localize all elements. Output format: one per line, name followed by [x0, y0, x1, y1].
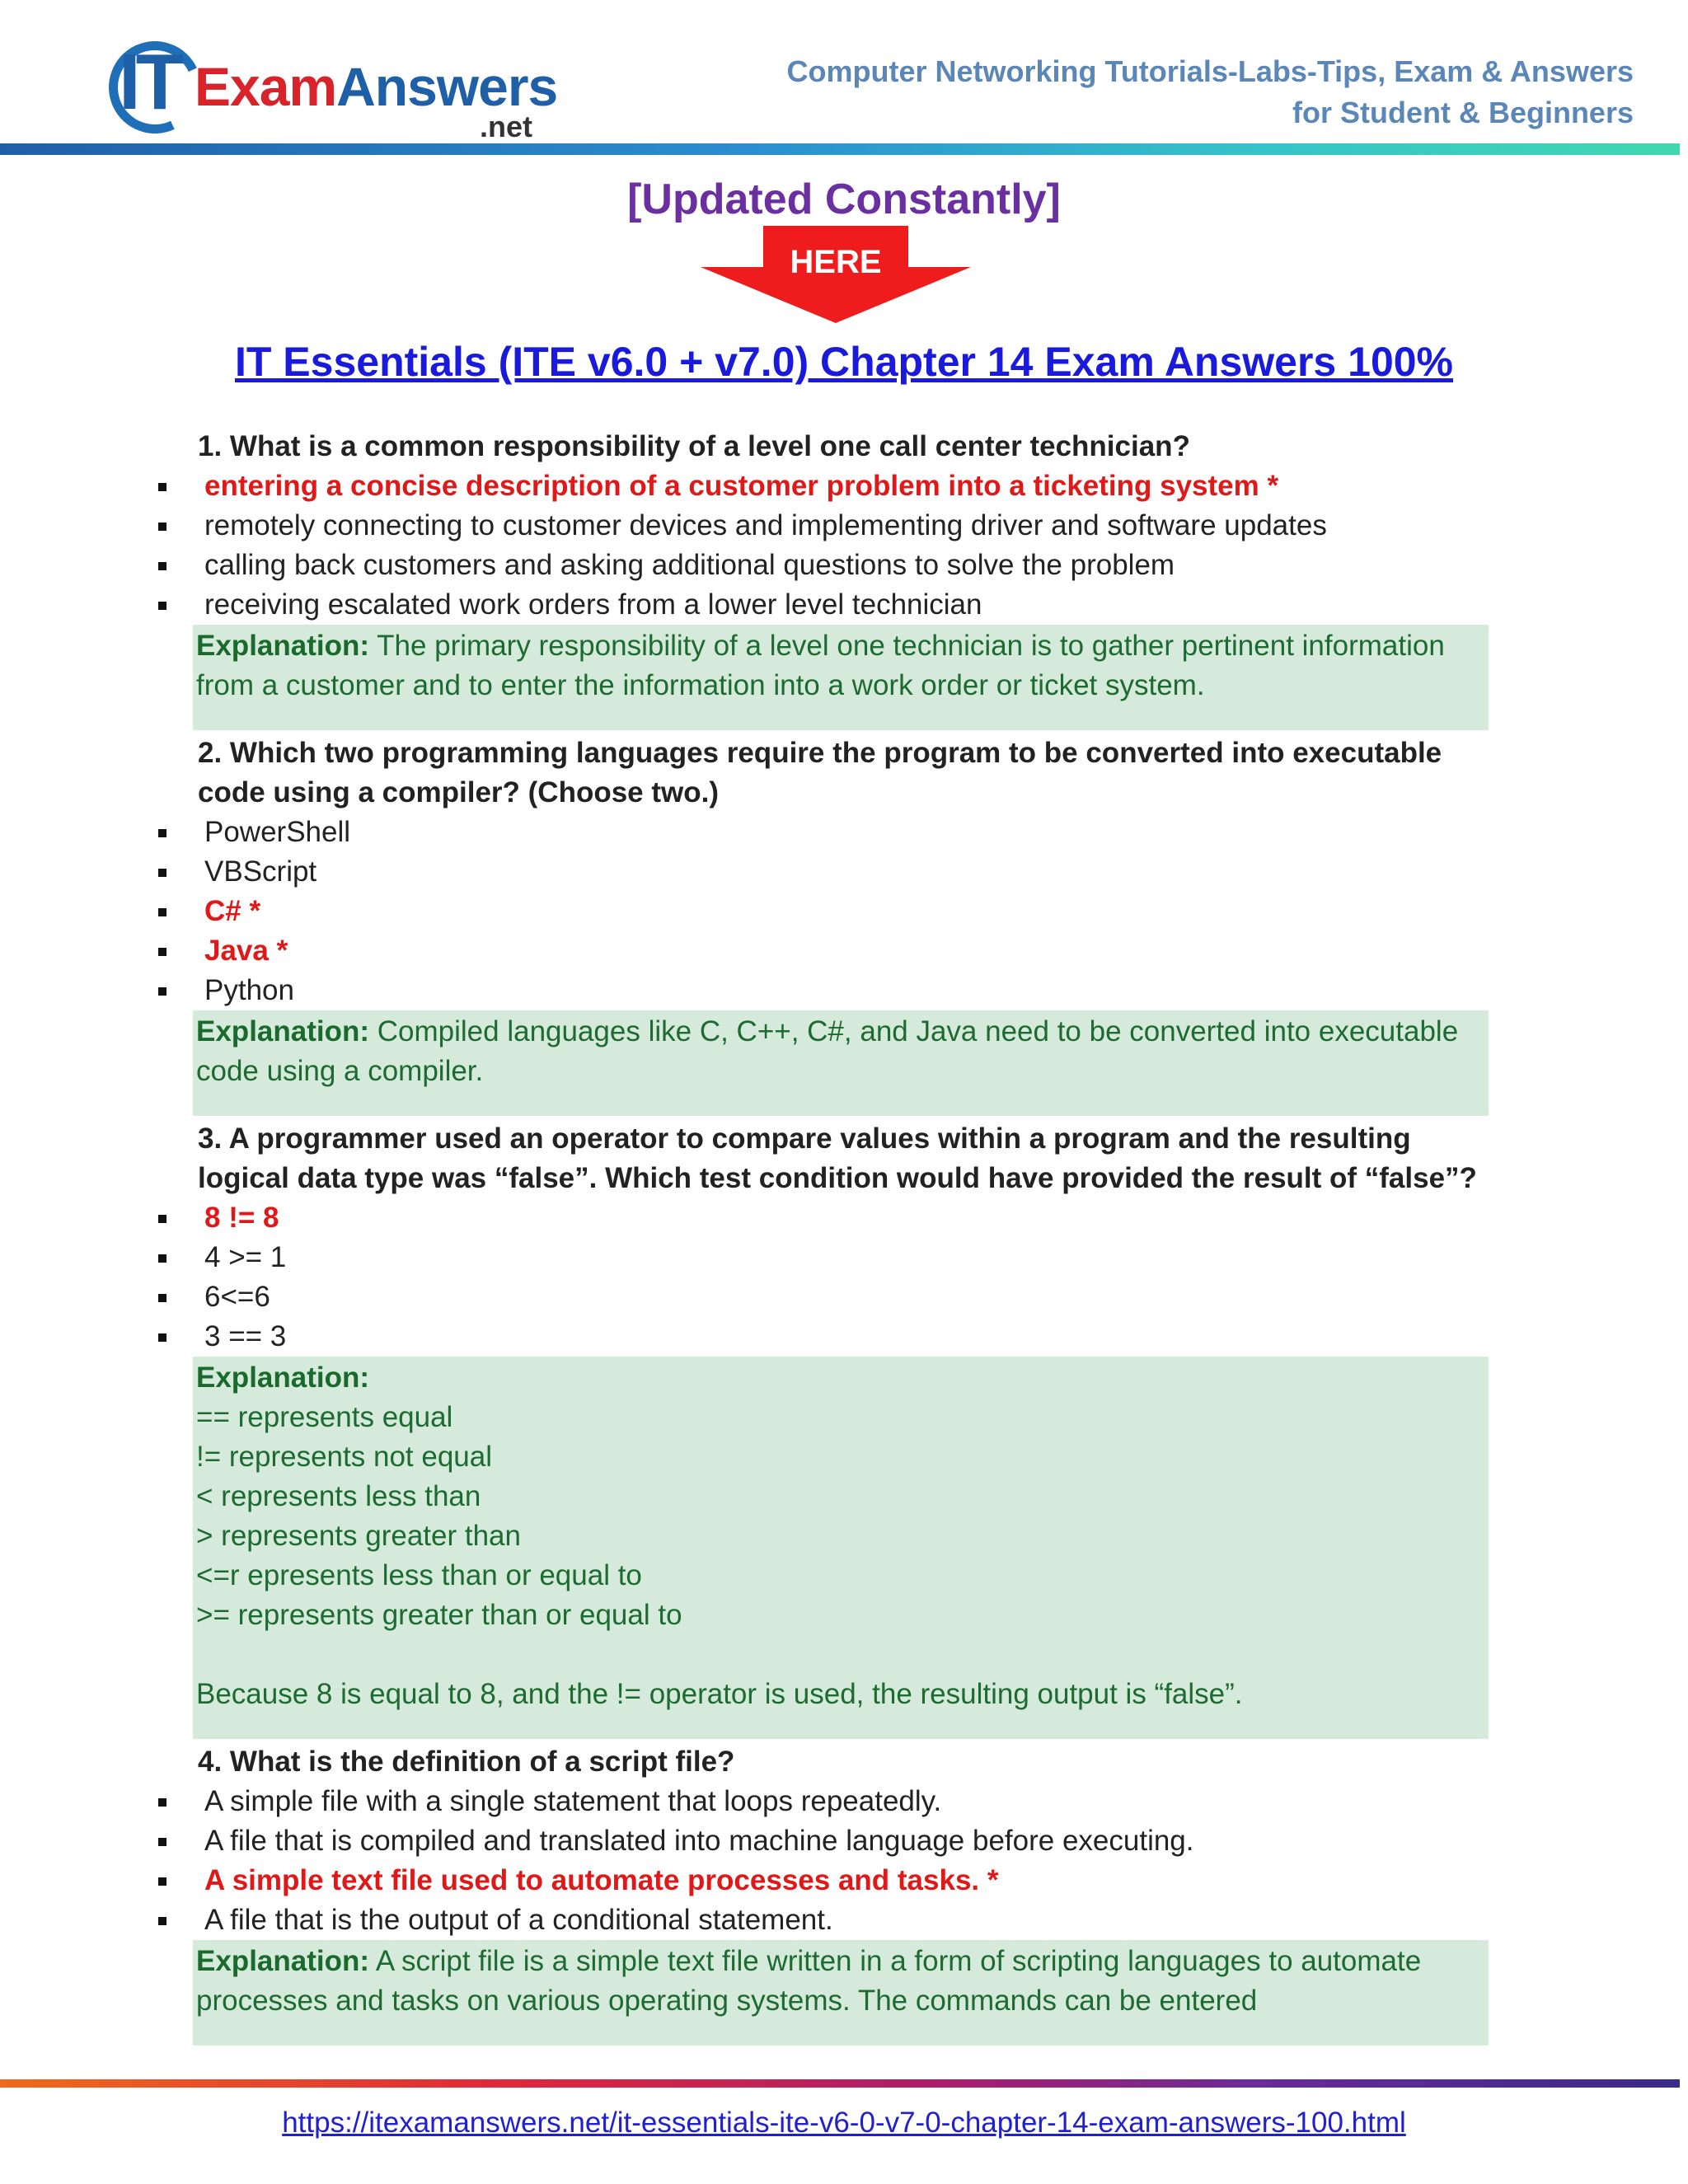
site-tagline: [786, 51, 1634, 134]
site-header: [0, 0, 1688, 157]
square-bullet-icon: [158, 1798, 166, 1807]
logo-it: IT: [119, 38, 180, 126]
square-bullet-icon: [158, 908, 166, 916]
explanation-box: [193, 1940, 1489, 2046]
answer-option-text: VBScript: [204, 855, 317, 888]
question-block: [198, 427, 1492, 730]
explanation-text: A script file is a simple text file written in a form of scripting languages to automate processes and tasks on various operating systems. The commands can be entered: [196, 1945, 1422, 2017]
question-block: [198, 1119, 1492, 1739]
square-bullet-icon: [158, 1917, 166, 1925]
tagline-line-1: Computer Networking Tutorials-Labs-Tips, Exam & Answers: [786, 54, 1634, 88]
answer-options: [198, 1198, 1492, 1357]
explanation-text: Compiled languages like C, C++, C#, and Java need to be converted into executable code using a compiler.: [196, 1015, 1459, 1087]
answer-option: [198, 813, 1492, 852]
square-bullet-icon: [158, 523, 166, 531]
explanation-line: == represents equal: [196, 1401, 453, 1433]
square-bullet-icon: [158, 869, 166, 877]
logo-examanswers: [195, 56, 558, 117]
square-bullet-icon: [158, 948, 166, 956]
answer-option-correct: [198, 466, 1492, 506]
answer-option-text: A file that is compiled and translated into machine language before executing.: [204, 1825, 1194, 1857]
explanation-line: >= represents greater than or equal to: [196, 1599, 682, 1631]
question-block: [198, 733, 1492, 1116]
answer-option-correct: [198, 931, 1492, 971]
answer-option: [198, 971, 1492, 1010]
explanation-line: Because 8 is equal to 8, and the != operator is used, the resulting output is “false”.: [196, 1678, 1243, 1710]
square-bullet-icon: [158, 1333, 166, 1342]
header-divider: [0, 143, 1680, 155]
answer-option: [198, 1782, 1492, 1821]
square-bullet-icon: [158, 829, 166, 837]
answer-option: [198, 1900, 1492, 1940]
answer-option: [198, 546, 1492, 585]
square-bullet-icon: [158, 483, 166, 491]
square-bullet-icon: [158, 1254, 166, 1263]
square-bullet-icon: [158, 602, 166, 610]
explanation-text: The primary responsibility of a level one technician is to gather pertinent information from a customer and to enter the information into a work order or ticket system.: [196, 630, 1445, 701]
explanation-line: > represents greater than: [196, 1520, 521, 1552]
answer-option-text: 8 != 8: [204, 1202, 279, 1234]
explanation-line: <=r epresents less than or equal to: [196, 1559, 642, 1591]
logo-answers-text: Answers: [336, 56, 558, 117]
explanation-line: != represents not equal: [196, 1441, 492, 1473]
answer-option-text: calling back customers and asking additional questions to solve the problem: [204, 549, 1175, 581]
explanation-box: [193, 1357, 1489, 1739]
answer-option-text: 4 >= 1: [204, 1241, 287, 1273]
answer-option-text: Java *: [204, 935, 288, 967]
answer-option-text: A file that is the output of a conditional statement.: [204, 1904, 833, 1936]
answer-option-text: C# *: [204, 895, 261, 927]
question-text: 2. Which two programming languages require the program to be converted into executable code using a compiler? (Choose two.): [198, 737, 1442, 808]
explanation-line: < represents less than: [196, 1480, 481, 1512]
explanation-label: Explanation:: [196, 1015, 370, 1047]
square-bullet-icon: [158, 562, 166, 570]
explanation-box: [193, 1010, 1489, 1116]
answer-option-text: Python: [204, 974, 294, 1006]
answer-option-correct: [198, 892, 1492, 931]
answer-option-text: entering a concise description of a customer problem into a ticketing system *: [204, 470, 1279, 502]
question-text: 4. What is the definition of a script file?: [198, 1746, 735, 1778]
logo-exam-text: Exam: [195, 56, 337, 117]
answer-option-text: A simple text file used to automate processes and tasks. *: [204, 1864, 999, 1896]
answer-option: [198, 1821, 1492, 1861]
site-logo[interactable]: [109, 36, 558, 143]
tagline-line-2: for Student & Beginners: [1292, 96, 1634, 129]
answer-options: [198, 466, 1492, 625]
answer-option: [198, 1238, 1492, 1277]
page-title[interactable]: IT Essentials (ITE v6.0 + v7.0) Chapter 14 Exam Answers 100%: [234, 339, 1454, 385]
here-label[interactable]: HERE: [790, 244, 882, 280]
logo-net: .net: [480, 110, 533, 143]
updated-banner: [Updated Constantly]: [627, 176, 1061, 223]
explanation-label: Explanation:: [196, 1945, 370, 1977]
answer-options: [198, 813, 1492, 1010]
answer-option-text: 6<=6: [204, 1281, 270, 1313]
square-bullet-icon: [158, 987, 166, 996]
square-bullet-icon: [158, 1215, 166, 1223]
question-text: 3. A programmer used an operator to compare values within a program and the resulting logical data type was “false”. Which test condition would have provided the result of “false”?: [198, 1122, 1477, 1194]
answer-option-text: A simple file with a single statement that loops repeatedly.: [204, 1785, 942, 1817]
answer-option: [198, 1317, 1492, 1357]
footer-url-link[interactable]: https://itexamanswers.net/it-essentials-ite-v6-0-v7-0-chapter-14-exam-answers-100.html: [282, 2107, 1406, 2139]
answer-option-text: receiving escalated work orders from a lower level technician: [204, 588, 982, 621]
answer-option-text: remotely connecting to customer devices and implementing driver and software updates: [204, 509, 1327, 541]
answer-option-correct: [198, 1861, 1492, 1900]
explanation-spacer: [196, 1635, 1485, 1675]
footer-divider: [0, 2079, 1680, 2088]
answer-option-text: 3 == 3: [204, 1320, 287, 1352]
square-bullet-icon: [158, 1877, 166, 1886]
square-bullet-icon: [158, 1838, 166, 1846]
square-bullet-icon: [158, 1294, 166, 1302]
question-text: 1. What is a common responsibility of a level one call center technician?: [198, 430, 1190, 462]
answer-option: [198, 1277, 1492, 1317]
explanation-label: Explanation:: [196, 1361, 370, 1394]
explanation-box: [193, 625, 1489, 730]
explanation-label: Explanation:: [196, 630, 370, 662]
exam-content: [198, 427, 1492, 2049]
answer-option: [198, 585, 1492, 625]
answer-options: [198, 1782, 1492, 1940]
answer-option: [198, 506, 1492, 546]
answer-option-text: PowerShell: [204, 816, 351, 848]
question-block: [198, 1742, 1492, 2046]
answer-option: [198, 852, 1492, 892]
answer-option-correct: [198, 1198, 1492, 1238]
